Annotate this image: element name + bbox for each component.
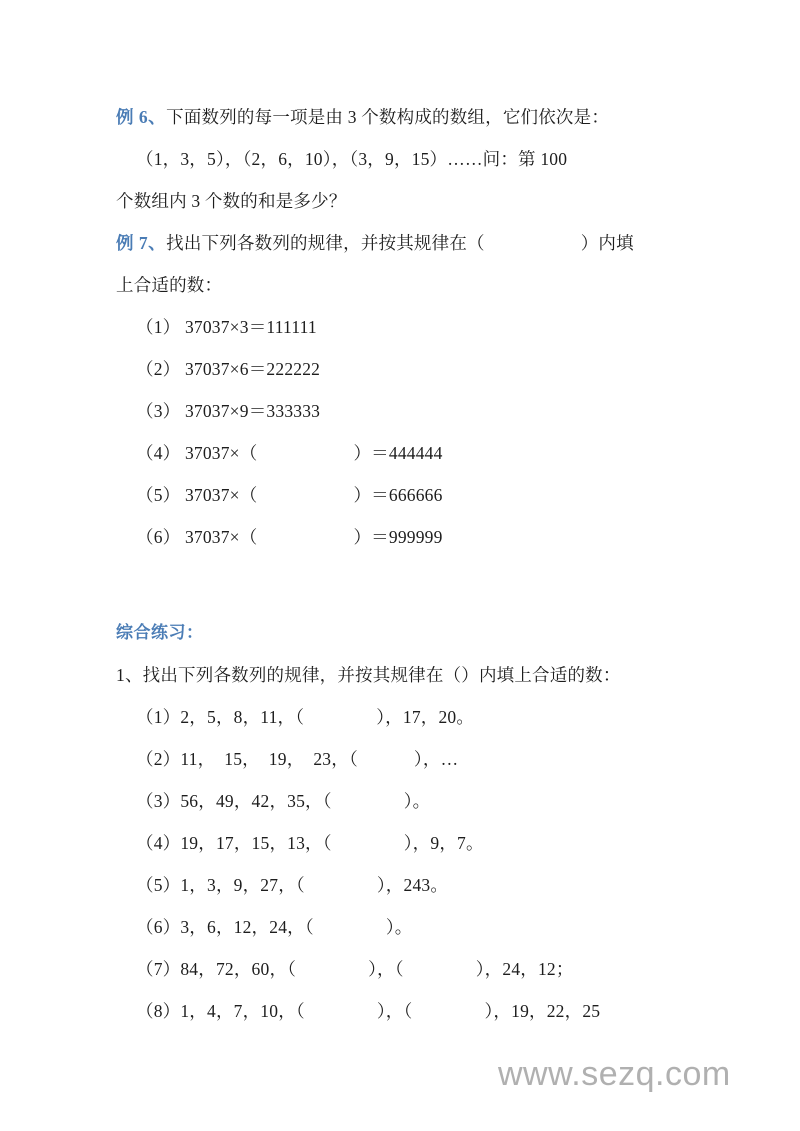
practice-index: （2） (136, 749, 181, 769)
practice-before: 3，6，12，24，（ (180, 917, 314, 937)
practice-index: （5） (136, 875, 181, 895)
equation-operator: ）＝ (353, 485, 389, 505)
practice-item (116, 822, 696, 864)
equation-index: （1） (136, 317, 181, 337)
practice-item (116, 864, 696, 906)
practice-before: 84，72，60，（ (180, 959, 297, 979)
equation-row (116, 348, 696, 390)
equation-left: 37037×9 (184, 401, 249, 421)
equation-operator: ＝ (248, 401, 267, 421)
practice-index: （8） (136, 1001, 181, 1021)
equation-left: 37037×（ (184, 527, 258, 547)
equation-right: 222222 (266, 359, 321, 379)
document-content (116, 96, 696, 1032)
equation-index: （4） (136, 443, 181, 463)
equation-right: 111111 (266, 317, 317, 337)
practice-middle: ），（ (368, 959, 404, 979)
equation-right: 999999 (388, 527, 443, 547)
example-6-line-2 (116, 138, 696, 180)
practice-index: （4） (136, 833, 181, 853)
practice-index: （7） (136, 959, 181, 979)
practice-item (116, 948, 696, 990)
example-6-text-2: （1，3，5），（2，6，10），（3，9，15）……问：第 100 (136, 149, 568, 169)
practice-after: ），9，7。 (403, 833, 484, 853)
equation-index: （3） (136, 401, 181, 421)
section-spacer (116, 558, 696, 612)
practice-item (116, 906, 696, 948)
practice-before: 56，49，42，35，（ (180, 791, 332, 811)
practice-instruction: 1、找出下列各数列的规律，并按其规律在（）内填上合适的数： (116, 665, 621, 685)
practice-after: ），17，20。 (376, 707, 475, 727)
equation-operator: ＝ (248, 359, 267, 379)
equation-left: 37037×（ (184, 443, 258, 463)
practice-item (116, 780, 696, 822)
practice-after: ），24，12； (475, 959, 574, 979)
practice-after: ），… (413, 749, 459, 769)
practice-after: ），243。 (376, 875, 449, 895)
equation-left: 37037×（ (184, 485, 258, 505)
practice-index: （3） (136, 791, 181, 811)
example-6-label: 例 6、 (116, 107, 167, 127)
equation-row (116, 306, 696, 348)
practice-before: 19，17，15，13，（ (180, 833, 332, 853)
practice-after: ），19，22，25 (484, 1001, 601, 1021)
equation-left: 37037×3 (184, 317, 249, 337)
practice-index: （1） (136, 707, 181, 727)
equation-index: （6） (136, 527, 181, 547)
example-7-text-2: ）内填 (580, 233, 634, 253)
example-7-text-3: 上合适的数： (116, 275, 223, 295)
practice-after: ）。 (385, 917, 413, 937)
example-7-label: 例 7、 (116, 233, 167, 253)
example-7-line-2 (116, 264, 696, 306)
practice-heading: 综合练习： (116, 623, 204, 642)
equation-operator: ）＝ (353, 527, 389, 547)
equation-left: 37037×6 (184, 359, 249, 379)
practice-middle: ），（ (376, 1001, 413, 1021)
equation-row (116, 390, 696, 432)
example-6-line-1 (116, 96, 696, 138)
example-6-line-3 (116, 180, 696, 222)
practice-item (116, 738, 696, 780)
equation-row (116, 474, 696, 516)
equation-index: （5） (136, 485, 181, 505)
example-7-text-1: 找出下列各数列的规律，并按其规律在（ (166, 233, 485, 253)
site-watermark: www.sezq.com (498, 1055, 731, 1093)
equation-index: （2） (136, 359, 181, 379)
equation-row (116, 432, 696, 474)
practice-item (116, 696, 696, 738)
equation-operator: ＝ (248, 317, 267, 337)
equation-row (116, 516, 696, 558)
practice-index: （6） (136, 917, 181, 937)
practice-before: 11， 15， 19， 23，（ (180, 749, 358, 769)
example-7-line-1 (116, 222, 696, 264)
equation-right: 333333 (266, 401, 321, 421)
equation-right: 666666 (388, 485, 443, 505)
practice-before: 2，5，8，11，（ (180, 707, 305, 727)
equation-operator: ）＝ (353, 443, 389, 463)
equation-right: 444444 (388, 443, 443, 463)
example-6-text-1: 下面数列的每一项是由 3 个数构成的数组，它们依次是： (166, 107, 610, 127)
example-6-text-3: 个数组内 3 个数的和是多少？ (116, 191, 347, 211)
practice-before: 1，3，9，27，（ (180, 875, 305, 895)
practice-item (116, 990, 696, 1032)
practice-after: ）。 (403, 791, 431, 811)
practice-before: 1，4，7，10，（ (180, 1001, 305, 1021)
